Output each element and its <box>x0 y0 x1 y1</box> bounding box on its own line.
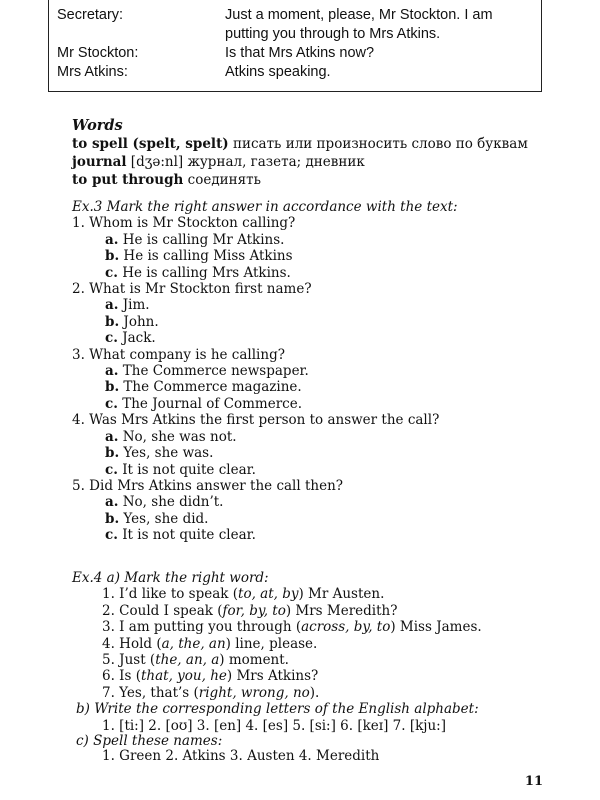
question: 5. Did Mrs Atkins answer the call then? <box>72 477 344 494</box>
answer-option: b. The Commerce magazine. <box>105 379 302 396</box>
dialogue-line: Just a moment, please, Mr Stockton. I am <box>225 7 493 23</box>
word-definition: [dʒə:nl] журнал, газета; дневник <box>126 154 365 170</box>
phonetic-line: 1. [ti:] 2. [oʊ] 3. [en] 4. [es] 5. [si:] 6. [keɪ] 7. [kju:] <box>102 717 446 734</box>
dialogue-line: Is that Mrs Atkins now? <box>225 45 375 61</box>
names-line: 1. Green 2. Atkins 3. Austen 4. Meredith <box>102 748 380 765</box>
answer-option: a. The Commerce newspaper. <box>105 363 309 380</box>
word-term: journal <box>72 154 127 170</box>
speaker: Mr Stockton: <box>57 45 139 61</box>
speaker: Secretary: <box>57 7 124 23</box>
question: 2. What is Mr Stockton first name? <box>72 281 312 298</box>
word-entry <box>72 135 528 153</box>
speaker: Mrs Atkins: <box>57 64 128 80</box>
words-section <box>72 117 528 189</box>
exercise-3-title: Ex.3 Mark the right answer in accordance with the text: <box>72 199 458 215</box>
exercise-item: 5. Just (the, an, a) moment. <box>102 652 289 669</box>
exercise-4-title: Ex.4 a) Mark the right word: <box>72 570 269 586</box>
words-title: Words <box>72 117 123 134</box>
dialogue-row <box>49 6 541 44</box>
word-definition: соединять <box>183 172 261 188</box>
dialogue-line: Atkins speaking. <box>225 64 331 80</box>
exercise-4b-title: b) Write the corresponding letters of the English alphabet: <box>76 701 479 718</box>
dialogue-text <box>225 6 541 44</box>
answer-option: a. Jim. <box>105 297 150 314</box>
answer-option: a. No, she was not. <box>105 428 237 445</box>
dialogue-row <box>49 44 541 63</box>
answer-option: c. The Journal of Commerce. <box>105 395 302 412</box>
answer-option: c. It is not quite clear. <box>105 461 256 478</box>
word-definition: писать или произносить слово по буквам <box>228 136 528 152</box>
exercise-3 <box>72 199 542 544</box>
question: 1. Whom is Mr Stockton calling? <box>72 215 296 232</box>
answer-option: c. Jack. <box>105 330 156 347</box>
exercise-item: 1. I’d like to speak (to, at, by) Mr Austen. <box>102 586 385 603</box>
answer-option: b. Yes, she was. <box>105 445 214 462</box>
word-term: to put through <box>72 172 184 188</box>
exercise-4c-title: c) Spell these names: <box>76 733 223 750</box>
answer-option: b. John. <box>105 313 159 330</box>
question: 4. Was Mrs Atkins the first person to answer the call? <box>72 412 440 429</box>
exercise-4 <box>72 570 552 764</box>
dialogue-line: putting you through to Mrs Atkins. <box>225 26 441 42</box>
dialogue-row <box>49 63 541 82</box>
answer-option: b. Yes, she did. <box>105 510 209 527</box>
exercise-item: 4. Hold (a, the, an) line, please. <box>102 635 318 652</box>
answer-option: a. He is calling Mr Atkins. <box>105 231 285 248</box>
exercise-item: 7. Yes, that’s (right, wrong, no). <box>102 684 320 701</box>
exercise-item: 2. Could I speak (for, by, to) Mrs Meredith? <box>102 602 398 619</box>
answer-option: b. He is calling Miss Atkins <box>105 248 293 265</box>
exercise-item: 6. Is (that, you, he) Mrs Atkins? <box>102 668 319 685</box>
word-entry <box>72 153 528 171</box>
answer-option: c. He is calling Mrs Atkins. <box>105 264 291 281</box>
word-term: to spell (spelt, spelt) <box>72 136 229 152</box>
exercise-item: 3. I am putting you through (across, by, to) Miss James. <box>102 619 482 636</box>
answer-option: a. No, she didn’t. <box>105 494 224 511</box>
dialogue-box <box>48 0 542 92</box>
page-number: 11 <box>524 774 543 789</box>
question: 3. What company is he calling? <box>72 346 285 363</box>
word-entry <box>72 171 528 189</box>
answer-option: c. It is not quite clear. <box>105 527 256 544</box>
